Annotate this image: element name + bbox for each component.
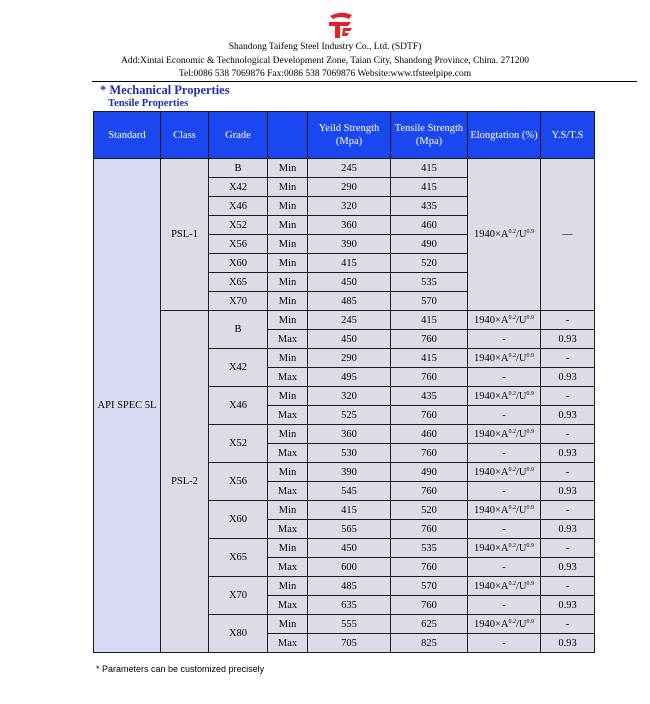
company-name: Shandong Taifeng Steel Industry Co., Ltd. (SDTF) bbox=[228, 42, 422, 52]
table-body bbox=[94, 159, 595, 653]
yield-cell: 530 bbox=[308, 444, 391, 463]
grade-cell: X52 bbox=[209, 216, 268, 235]
elongation-cell: - bbox=[468, 406, 541, 425]
tensile-cell: 490 bbox=[391, 463, 468, 482]
grade-cell: X60 bbox=[209, 501, 268, 539]
ys-ts-cell: - bbox=[541, 463, 595, 482]
tensile-cell: 760 bbox=[391, 520, 468, 539]
yield-cell: 290 bbox=[308, 349, 391, 368]
table-row bbox=[94, 159, 595, 178]
limit-cell: Min bbox=[268, 501, 308, 520]
header-ys-ts: Y.S/T.S bbox=[541, 112, 595, 159]
header-standard: Standard bbox=[94, 112, 161, 159]
tensile-cell: 535 bbox=[391, 539, 468, 558]
grade-cell: X70 bbox=[209, 577, 268, 615]
yield-cell: 495 bbox=[308, 368, 391, 387]
ys-ts-cell: 0.93 bbox=[541, 330, 595, 349]
elongation-formula bbox=[468, 615, 541, 634]
limit-cell: Max bbox=[268, 330, 308, 349]
limit-cell: Min bbox=[268, 463, 308, 482]
yield-cell: 635 bbox=[308, 596, 391, 615]
elongation-cell: - bbox=[468, 330, 541, 349]
yield-cell: 485 bbox=[308, 292, 391, 311]
ys-ts-cell: 0.93 bbox=[541, 406, 595, 425]
tensile-cell: 435 bbox=[391, 387, 468, 406]
yield-cell: 390 bbox=[308, 463, 391, 482]
standard-cell: API SPEC 5L bbox=[94, 159, 161, 653]
limit-cell: Min bbox=[268, 159, 308, 178]
elongation-formula bbox=[468, 159, 541, 311]
header-class: Class bbox=[161, 112, 209, 159]
limit-cell: Min bbox=[268, 311, 308, 330]
yield-cell: 600 bbox=[308, 558, 391, 577]
limit-cell: Max bbox=[268, 406, 308, 425]
formula-part: 0.2 bbox=[508, 504, 516, 511]
grade-cell: B bbox=[209, 311, 268, 349]
formula-part: 1940×A bbox=[473, 428, 509, 440]
tensile-cell: 760 bbox=[391, 596, 468, 615]
ys-ts-cell: - bbox=[541, 615, 595, 634]
yield-cell: 705 bbox=[308, 634, 391, 653]
formula-part: 1940×A bbox=[473, 466, 509, 478]
ys-ts-cell: 0.93 bbox=[541, 596, 595, 615]
formula-part: 1940×A bbox=[473, 352, 509, 364]
tensile-properties-table bbox=[93, 111, 595, 653]
header-divider bbox=[92, 81, 637, 82]
formula-part: 0.2 bbox=[508, 542, 516, 549]
tensile-cell: 520 bbox=[391, 254, 468, 273]
formula-part: 0.9 bbox=[526, 428, 534, 435]
ys-ts-cell: 0.93 bbox=[541, 558, 595, 577]
formula-part: 1940×A bbox=[473, 390, 509, 402]
formula-part: 0.2 bbox=[508, 229, 516, 235]
limit-cell: Max bbox=[268, 520, 308, 539]
grade-cell: B bbox=[209, 159, 268, 178]
formula-part: 0.9 bbox=[526, 466, 534, 473]
formula-part: 0.9 bbox=[526, 580, 534, 587]
formula-part: 0.2 bbox=[508, 314, 516, 321]
class-cell: PSL-1 bbox=[161, 159, 209, 311]
company-address: Add:Xintai Economic & Technological Development Zone, Taian City, Shandong Province, China. 271200 bbox=[121, 56, 529, 66]
elongation-cell: - bbox=[468, 368, 541, 387]
limit-cell: Min bbox=[268, 292, 308, 311]
formula-part: 1940×A bbox=[473, 314, 509, 326]
elongation-formula bbox=[468, 349, 541, 368]
elongation-cell: - bbox=[468, 634, 541, 653]
limit-cell: Min bbox=[268, 235, 308, 254]
elongation-cell: - bbox=[468, 482, 541, 501]
formula-part: 1940×A bbox=[473, 542, 509, 554]
tensile-cell: 760 bbox=[391, 444, 468, 463]
formula-part: 1940×A bbox=[473, 580, 509, 592]
formula-part: 0.9 bbox=[526, 504, 534, 511]
yield-cell: 360 bbox=[308, 216, 391, 235]
limit-cell: Min bbox=[268, 425, 308, 444]
header-grade: Grade bbox=[209, 112, 268, 159]
grade-cell: X80 bbox=[209, 615, 268, 653]
formula-part: 0.2 bbox=[508, 466, 516, 473]
yield-cell: 450 bbox=[308, 273, 391, 292]
ys-ts-cell: — bbox=[541, 159, 595, 311]
tensile-cell: 825 bbox=[391, 634, 468, 653]
limit-cell: Max bbox=[268, 596, 308, 615]
tensile-cell: 535 bbox=[391, 273, 468, 292]
ys-ts-cell: - bbox=[541, 349, 595, 368]
formula-part: 0.2 bbox=[508, 580, 516, 587]
formula-part: /U bbox=[516, 580, 527, 592]
limit-cell: Min bbox=[268, 197, 308, 216]
header-tensile-strength: Tensile Strength (Mpa) bbox=[391, 112, 468, 159]
ys-ts-cell: 0.93 bbox=[541, 520, 595, 539]
tensile-cell: 415 bbox=[391, 159, 468, 178]
yield-cell: 485 bbox=[308, 577, 391, 596]
header-limit bbox=[268, 112, 308, 159]
elongation-cell: - bbox=[468, 558, 541, 577]
ys-ts-cell: - bbox=[541, 539, 595, 558]
company-contact: Tel:0086 538 7069876 Fax:0086 538 7069876 Website:www.tfsteelpipe.com bbox=[178, 69, 472, 79]
ys-ts-cell: - bbox=[541, 311, 595, 330]
grade-cell: X42 bbox=[209, 178, 268, 197]
elongation-cell: - bbox=[468, 596, 541, 615]
yield-cell: 450 bbox=[308, 539, 391, 558]
formula-part: 0.9 bbox=[526, 352, 534, 359]
tensile-cell: 460 bbox=[391, 425, 468, 444]
limit-cell: Min bbox=[268, 254, 308, 273]
formula-part: 0.9 bbox=[526, 229, 534, 235]
formula-part: 0.9 bbox=[526, 542, 534, 549]
ys-ts-cell: 0.93 bbox=[541, 634, 595, 653]
tensile-cell: 415 bbox=[391, 178, 468, 197]
header-elongation: Elongtation (%) bbox=[468, 112, 541, 159]
tensile-cell: 520 bbox=[391, 501, 468, 520]
elongation-formula bbox=[468, 425, 541, 444]
yield-cell: 320 bbox=[308, 197, 391, 216]
yield-cell: 245 bbox=[308, 311, 391, 330]
yield-cell: 290 bbox=[308, 178, 391, 197]
elongation-cell: - bbox=[468, 520, 541, 539]
formula-part: /U bbox=[516, 390, 527, 402]
elongation-cell: - bbox=[468, 444, 541, 463]
formula-part: 1940×A bbox=[473, 504, 509, 516]
formula-part: 0.2 bbox=[508, 352, 516, 359]
ys-ts-cell: 0.93 bbox=[541, 482, 595, 501]
formula-part: 1940×A bbox=[473, 618, 509, 630]
limit-cell: Max bbox=[268, 634, 308, 653]
yield-cell: 555 bbox=[308, 615, 391, 634]
formula-part: /U bbox=[516, 504, 527, 516]
yield-cell: 390 bbox=[308, 235, 391, 254]
limit-cell: Min bbox=[268, 615, 308, 634]
header-yield-strength: Yeild Strength (Mpa) bbox=[308, 112, 391, 159]
tensile-cell: 760 bbox=[391, 406, 468, 425]
formula-part: /U bbox=[516, 466, 527, 478]
formula-part: 1940×A bbox=[473, 229, 509, 240]
ys-ts-cell: - bbox=[541, 577, 595, 596]
elongation-formula bbox=[468, 463, 541, 482]
yield-cell: 415 bbox=[308, 501, 391, 520]
ys-ts-cell: - bbox=[541, 501, 595, 520]
tensile-cell: 435 bbox=[391, 197, 468, 216]
limit-cell: Min bbox=[268, 216, 308, 235]
limit-cell: Min bbox=[268, 387, 308, 406]
ys-ts-cell: 0.93 bbox=[541, 368, 595, 387]
formula-part: /U bbox=[516, 542, 527, 554]
formula-part: /U bbox=[516, 428, 527, 440]
formula-part: /U bbox=[516, 229, 527, 240]
formula-part: 0.2 bbox=[508, 390, 516, 397]
ys-ts-cell: - bbox=[541, 387, 595, 406]
tensile-cell: 760 bbox=[391, 482, 468, 501]
grade-cell: X56 bbox=[209, 463, 268, 501]
grade-cell: X56 bbox=[209, 235, 268, 254]
yield-cell: 450 bbox=[308, 330, 391, 349]
class-cell: PSL-2 bbox=[161, 311, 209, 653]
grade-cell: X70 bbox=[209, 292, 268, 311]
limit-cell: Min bbox=[268, 577, 308, 596]
subsection-title: Tensile Properties bbox=[108, 98, 189, 109]
ys-ts-cell: - bbox=[541, 425, 595, 444]
tensile-cell: 760 bbox=[391, 368, 468, 387]
ys-ts-cell: 0.93 bbox=[541, 444, 595, 463]
yield-cell: 565 bbox=[308, 520, 391, 539]
yield-cell: 525 bbox=[308, 406, 391, 425]
grade-cell: X46 bbox=[209, 387, 268, 425]
elongation-formula bbox=[468, 539, 541, 558]
limit-cell: Max bbox=[268, 558, 308, 577]
yield-cell: 545 bbox=[308, 482, 391, 501]
tensile-cell: 460 bbox=[391, 216, 468, 235]
section-title: * Mechanical Properties bbox=[100, 83, 230, 97]
tensile-cell: 490 bbox=[391, 235, 468, 254]
tf-logo-icon bbox=[327, 10, 355, 40]
limit-cell: Min bbox=[268, 273, 308, 292]
yield-cell: 360 bbox=[308, 425, 391, 444]
formula-part: 0.2 bbox=[508, 618, 516, 625]
tensile-cell: 760 bbox=[391, 330, 468, 349]
limit-cell: Min bbox=[268, 539, 308, 558]
formula-part: /U bbox=[516, 352, 527, 364]
footnote: * Parameters can be customized precisely bbox=[96, 664, 265, 674]
limit-cell: Min bbox=[268, 349, 308, 368]
grade-cell: X42 bbox=[209, 349, 268, 387]
yield-cell: 320 bbox=[308, 387, 391, 406]
formula-part: 0.9 bbox=[526, 390, 534, 397]
formula-part: /U bbox=[516, 314, 527, 326]
tensile-cell: 760 bbox=[391, 558, 468, 577]
tensile-cell: 415 bbox=[391, 311, 468, 330]
grade-cell: X60 bbox=[209, 254, 268, 273]
limit-cell: Min bbox=[268, 178, 308, 197]
tensile-cell: 625 bbox=[391, 615, 468, 634]
elongation-formula bbox=[468, 311, 541, 330]
formula-part: /U bbox=[516, 618, 527, 630]
tensile-cell: 570 bbox=[391, 292, 468, 311]
grade-cell: X52 bbox=[209, 425, 268, 463]
formula-part: 0.9 bbox=[526, 618, 534, 625]
grade-cell: X65 bbox=[209, 273, 268, 292]
tensile-cell: 415 bbox=[391, 349, 468, 368]
elongation-formula bbox=[468, 387, 541, 406]
table-row bbox=[94, 311, 595, 330]
grade-cell: X46 bbox=[209, 197, 268, 216]
limit-cell: Max bbox=[268, 368, 308, 387]
table-header-row bbox=[94, 112, 595, 159]
yield-cell: 245 bbox=[308, 159, 391, 178]
elongation-formula bbox=[468, 501, 541, 520]
formula-part: 0.2 bbox=[508, 428, 516, 435]
limit-cell: Max bbox=[268, 482, 308, 501]
elongation-formula bbox=[468, 577, 541, 596]
tensile-cell: 570 bbox=[391, 577, 468, 596]
limit-cell: Max bbox=[268, 444, 308, 463]
grade-cell: X65 bbox=[209, 539, 268, 577]
formula-part: 0.9 bbox=[526, 314, 534, 321]
yield-cell: 415 bbox=[308, 254, 391, 273]
